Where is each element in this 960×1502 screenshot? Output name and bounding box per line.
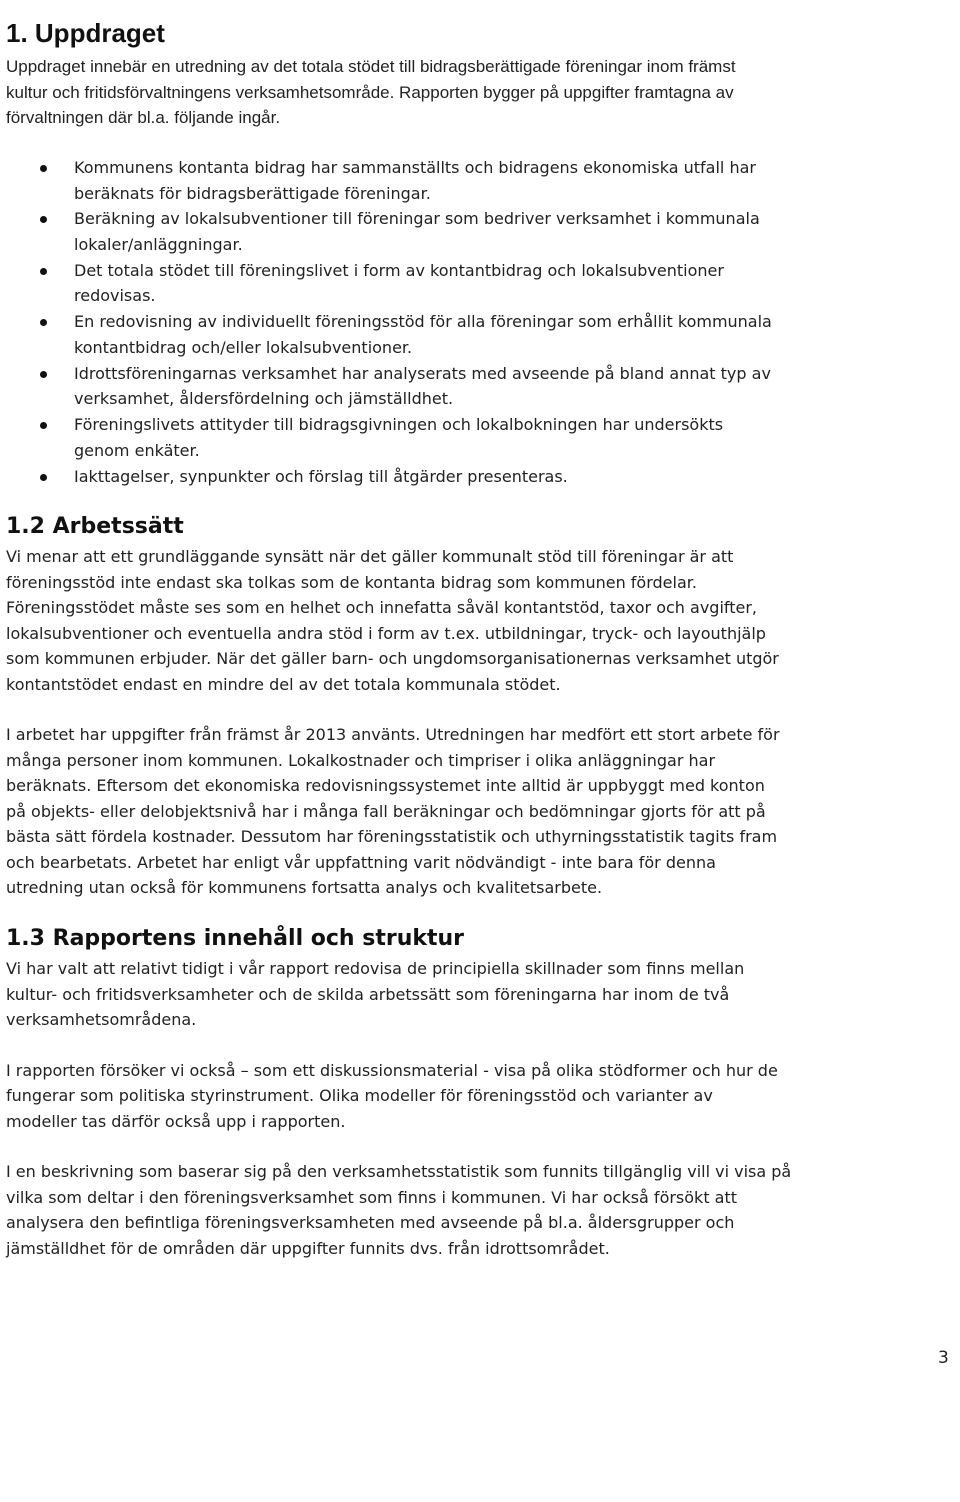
bullet-dot-icon: [40, 319, 47, 326]
bullet-item: [0, 412, 900, 464]
bullet-dot-icon: [40, 268, 47, 275]
bullet-item: [0, 258, 900, 310]
text-line: Uppdraget innebär en utredning av det totala stödet till bidragsberättigade föreningar inom främst: [6, 57, 736, 76]
section-heading: 1.2 Arbetssätt: [6, 514, 184, 539]
bullet-list: [0, 155, 900, 489]
bullet-dot-icon: [40, 474, 47, 481]
text-line: I rapporten försöker vi också – som ett diskussionsmaterial - visa på olika stödformer och hur de: [6, 1060, 778, 1080]
text-line: bästa sätt fördela kostnader. Dessutom har föreningsstatistik och uthyrningsstatistik tagits fram: [6, 827, 778, 846]
bullet-dot-icon: [40, 371, 47, 378]
page-number: 3: [938, 1348, 949, 1368]
text-line: genom enkäter.: [74, 440, 200, 460]
text-line: förvaltningen där bl.a. följande ingår.: [6, 108, 281, 127]
bullet-item: [0, 206, 900, 258]
paragraph: [6, 1159, 946, 1261]
text-line: modeller tas därför också upp i rapporten.: [6, 1111, 346, 1131]
text-line: Iakttagelser, synpunkter och förslag till åtgärder presenteras.: [74, 466, 568, 486]
text-line: kultur och fritidsförvaltningens verksamhetsområde. Rapporten bygger på uppgifter framtagna av: [6, 82, 734, 102]
text-line: kontantstödet endast en mindre del av det totala kommunala stödet.: [6, 674, 561, 694]
text-line: och bearbetats. Arbetet har enligt vår uppfattning varit nödvändigt - inte bara för denna: [6, 852, 716, 872]
section-heading: 1.3 Rapportens innehåll och struktur: [6, 926, 465, 951]
text-line: kultur- och fritidsverksamheter och de skilda arbetssätt som föreningarna har inom de två: [6, 984, 730, 1004]
text-line: Vi har valt att relativt tidigt i vår rapport redovisa de principiella skillnader som finns mellan: [6, 959, 745, 978]
text-line: Föreningsstödet måste ses som en helhet och innefatta såväl kontantstöd, taxor och avgifter,: [6, 598, 758, 617]
section-rapportens-innehall: [6, 924, 946, 1261]
text-line: Det totala stödet till föreningslivet i form av kontantbidrag och lokalsubventioner: [74, 260, 724, 280]
text-line: lokaler/anläggningar.: [74, 234, 243, 254]
text-line: I en beskrivning som baserar sig på den verksamhetsstatistik som funnits tillgänglig vill vi visa på: [6, 1162, 792, 1181]
paragraph: [6, 722, 946, 901]
section-arbetssatt: [6, 512, 946, 901]
text-line: verksamhetsområdena.: [6, 1010, 197, 1029]
paragraph: [6, 1058, 946, 1135]
text-line: utredning utan också för kommunens fortsatta analys och kvalitetsarbete.: [6, 878, 603, 897]
text-line: I arbetet har uppgifter från främst år 2013 använts. Utredningen har medfört ett stort arbete för: [6, 725, 780, 744]
text-line: fungerar som politiska styrinstrument. Olika modeller för föreningsstöd och varianter av: [6, 1086, 713, 1105]
text-line: på objekts- eller delobjektsnivå har i många fall beräkningar och bedömningar gjorts för att på: [6, 801, 766, 821]
text-line: Vi menar att ett grundläggande synsätt när det gäller kommunalt stöd till föreningar är att: [6, 547, 734, 566]
text-line: verksamhet, åldersfördelning och jämställdhet.: [74, 389, 454, 408]
text-line: lokalsubventioner och eventuella andra stöd i form av t.ex. utbildningar, tryck- och layouthjälp: [6, 623, 766, 643]
text-line: analysera den befintliga föreningsverksamheten med avseende på bl.a. åldersgrupper och: [6, 1213, 735, 1232]
text-line: beräknats. Eftersom det ekonomiska redovisningssystemet inte alltid är uppbyggt med konton: [6, 776, 765, 795]
bullet-item: [0, 309, 900, 361]
text-line: kontantbidrag och/eller lokalsubventioner.: [74, 337, 413, 357]
paragraph: [6, 544, 946, 697]
text-line: som kommunen erbjuder. När det gäller barn- och ungdomsorganisationernas verksamhet utgör: [6, 649, 779, 668]
section-heading-uppdraget: 1. Uppdraget: [6, 18, 165, 48]
text-line: redovisas.: [74, 286, 156, 305]
bullet-item: [0, 155, 900, 206]
bullet-dot-icon: [40, 216, 47, 223]
text-line: Kommunens kontanta bidrag har sammanställts och bidragens ekonomiska utfall har: [74, 158, 756, 177]
paragraph: [6, 956, 946, 1033]
text-line: beräknats för bidragsberättigade föreningar.: [74, 183, 431, 203]
intro-paragraph: [6, 54, 906, 131]
text-line: Beräkning av lokalsubventioner till föreningar som bedriver verksamhet i kommunala: [74, 209, 760, 228]
bullet-item: [0, 464, 900, 490]
text-line: föreningsstöd inte endast ska tolkas som de kontanta bidrag som kommunen fördelar.: [6, 572, 697, 592]
bullet-dot-icon: [40, 165, 47, 172]
text-line: många personer inom kommunen. Lokalkostnader och timpriser i olika anläggningar har: [6, 750, 716, 770]
bullet-item: [0, 361, 900, 413]
text-line: vilka som deltar i den föreningsverksamhet som finns i kommunen. Vi har också försökt att: [6, 1187, 738, 1207]
text-line: jämställdhet för de områden där uppgifter funnits dvs. från idrottsområdet.: [6, 1238, 610, 1258]
text-line: Föreningslivets attityder till bidragsgivningen och lokalbokningen har undersökts: [74, 415, 724, 434]
text-line: En redovisning av individuellt föreningsstöd för alla föreningar som erhållit kommunala: [74, 312, 772, 331]
bullet-dot-icon: [40, 422, 47, 429]
text-line: Idrottsföreningarnas verksamhet har analyserats med avseende på bland annat typ av: [74, 363, 771, 383]
